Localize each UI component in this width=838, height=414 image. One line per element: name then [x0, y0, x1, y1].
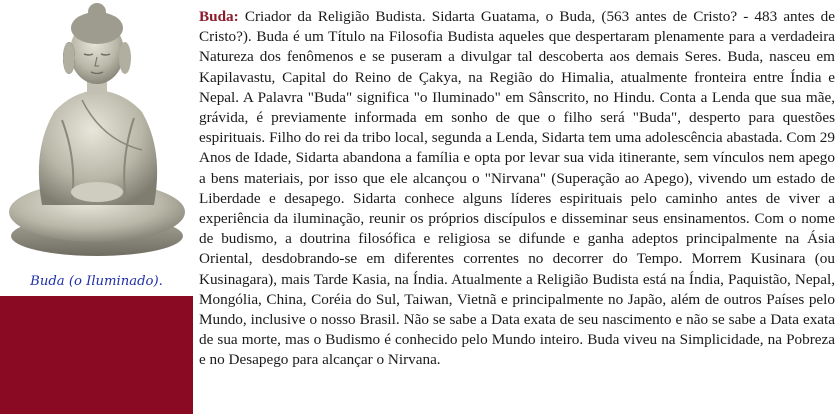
article-paragraph — [199, 7, 835, 371]
decorative-color-block — [0, 296, 193, 414]
article-term: Buda: — [199, 8, 239, 25]
figure-caption: Buda (o Iluminado). — [30, 274, 163, 289]
article-body: Criador da Religião Budista. Sidarta Guatama, o Buda, (563 antes de Cristo? - 483 antes de Cristo?). Buda é um Título na Filosofia Budista aqueles que despertaram plenamente para a verdadeira Natureza dos fenômenos e se puseram a divulgar tal descoberta aos demais Seres. Buda, nasceu em Kapilavastu, Capital do Reino de Çakya, na Região do Himalia, atualmente fronteira entre Índia e Nepal. A Palavra "Buda" significa "o Iluminado" em Sânscrito, no Hindu. Conta a Lenda que sua mãe, grávida, é previamente informada em sonho de que o filho será "Buda", desperto para questões espirituais. Filho do rei da tribo local, segunda a Lenda, Sidarta tem uma adolescência abastada. Com 29 Anos de Idade, Sidarta abandona a família e opta por levar sua vida itinerante, sem vínculos nem apego a bens materiais, por isso que ele alcançou o "Nirvana" (Superação ao Apego), vivendo um estado de Liberdade e desapego. Sidarta conhece alguns líderes espirituais pelo caminho antes de viver a experiência da iluminação, reunir os próprios discípulos e disseminar seus ensinamentos. Com o nome de budismo, a doutrina filosófica e religiosa se difunde e ganha adeptos principalmente na Ásia Oriental, desdobrando-se em diferentes correntes no decorrer do Tempo. Morrem Kusinara (ou Kusinagara), mais Tarde Kasia, na Índia. Atualmente a Religião Budista está na Índia, Paquistão, Nepal, Mongólia, China, Coréia do Sul, Taiwan, Vietnã e principalmente no Japão, além de outros Países pelo Mundo, inclusive o nosso Brasil. Não se sabe a Data exata de seu nascimento e não se sabe a Data exata de sua morte, mas o Budismo é conhecido pelo Mundo inteiro. Buda viveu na Simplicidade, na Pobreza e no Desapego para alcançar o Nirvana. — [199, 8, 835, 369]
figure-column — [0, 0, 193, 414]
buddha-statue-image — [2, 0, 192, 262]
